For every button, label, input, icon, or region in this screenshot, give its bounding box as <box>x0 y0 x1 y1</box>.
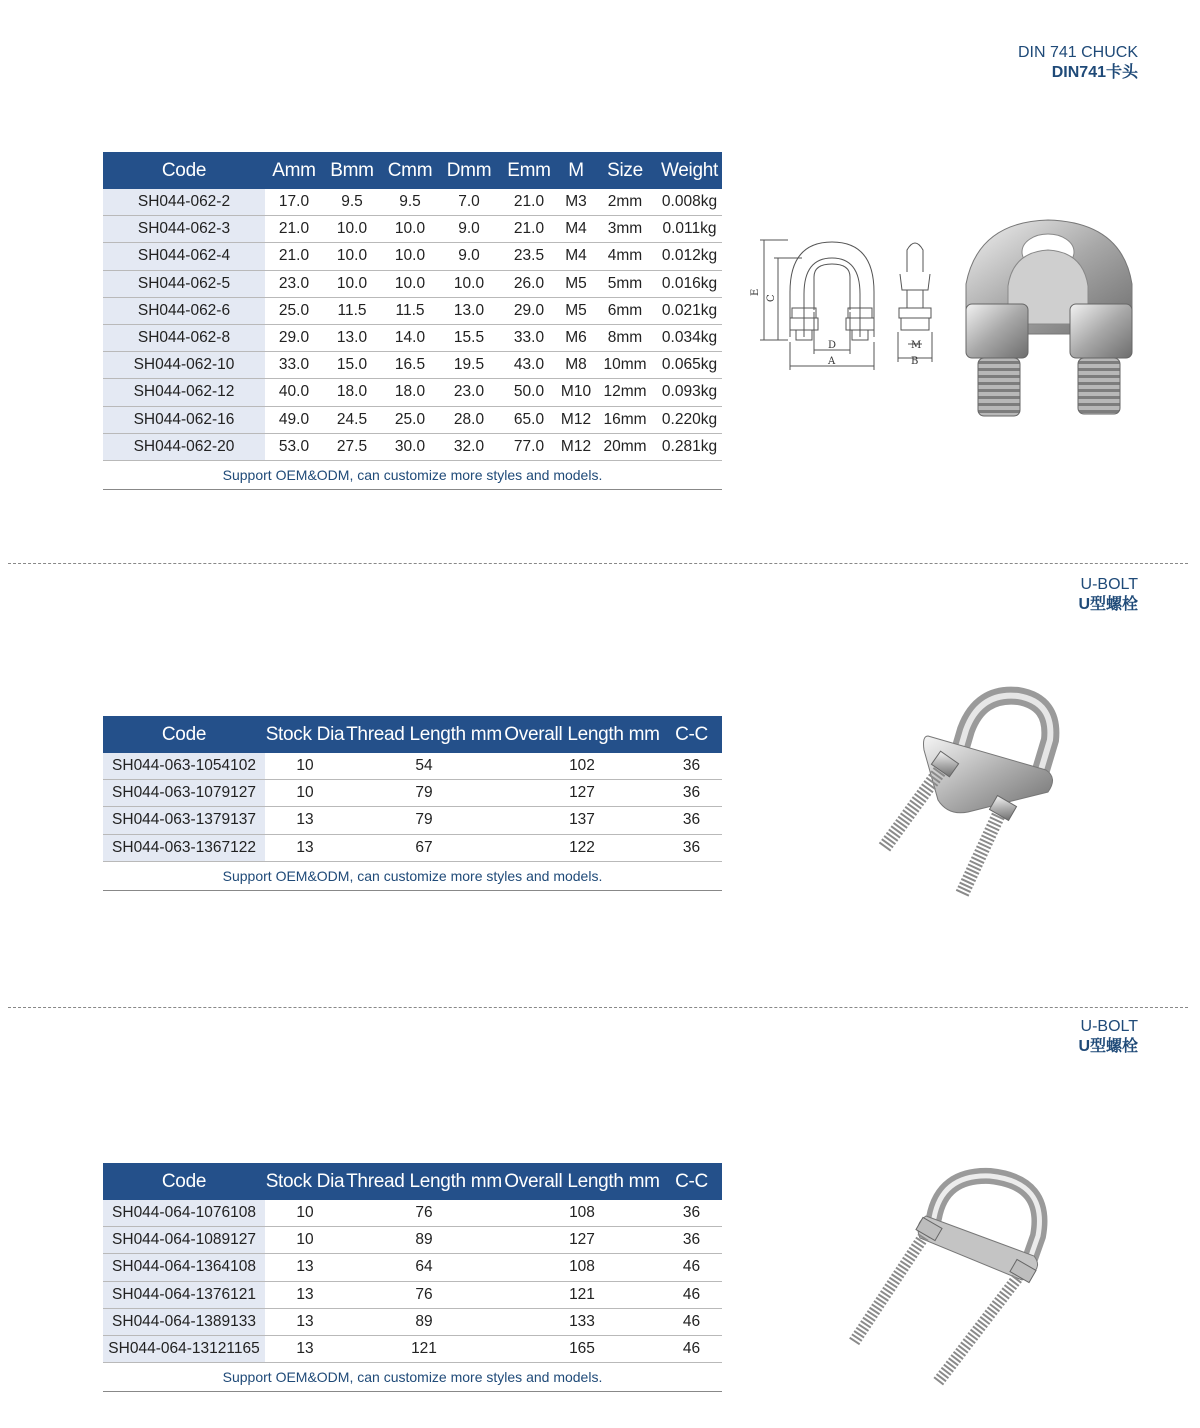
cell-code: SH044-062-2 <box>103 189 265 216</box>
table-cell: 64 <box>345 1254 503 1281</box>
table-cell: 9.5 <box>323 189 381 216</box>
table-row <box>103 834 722 861</box>
cell-code: SH044-064-1076108 <box>103 1200 265 1227</box>
table-cell: 165 <box>503 1335 661 1362</box>
table-cell: 46 <box>661 1335 722 1362</box>
table-cell: 10.0 <box>381 270 439 297</box>
table-cell: 9.5 <box>381 189 439 216</box>
table-cell: 121 <box>345 1335 503 1362</box>
header-overall-length: Overall Length mm <box>503 716 661 753</box>
table-cell: 122 <box>503 834 661 861</box>
table-row <box>103 433 722 460</box>
table-cell: 137 <box>503 807 661 834</box>
table-cell: 54 <box>345 753 503 780</box>
table-cell: 0.281kg <box>657 433 722 460</box>
table-cell: 21.0 <box>265 243 323 270</box>
table-cell: 77.0 <box>499 433 559 460</box>
table-cell: M4 <box>559 243 593 270</box>
header-c-c: C-C <box>661 716 722 753</box>
table-cell: 25.0 <box>265 297 323 324</box>
table-cell: 10mm <box>593 352 657 379</box>
table-cell: 0.093kg <box>657 379 722 406</box>
table-cell: M3 <box>559 189 593 216</box>
table-cell: 21.0 <box>265 216 323 243</box>
table-cell: 10.0 <box>323 243 381 270</box>
table-row <box>103 270 722 297</box>
table-cell: 26.0 <box>499 270 559 297</box>
table-cell: 10 <box>265 1200 345 1227</box>
cell-code: SH044-064-1364108 <box>103 1254 265 1281</box>
table-cell: M5 <box>559 270 593 297</box>
header-size: Size <box>593 152 657 189</box>
table-cell: 0.008kg <box>657 189 722 216</box>
table-cell: 13 <box>265 1308 345 1335</box>
header-weight: Weight <box>657 152 722 189</box>
table-cell: 29.0 <box>499 297 559 324</box>
table-cell: 133 <box>503 1308 661 1335</box>
cell-code: SH044-062-20 <box>103 433 265 460</box>
table-cell: 10.0 <box>323 270 381 297</box>
table-cell: 0.220kg <box>657 406 722 433</box>
cell-code: SH044-064-1376121 <box>103 1281 265 1308</box>
table-cell: 16.5 <box>381 352 439 379</box>
table-row <box>103 406 722 433</box>
table-cell: 16mm <box>593 406 657 433</box>
table-cell: 0.034kg <box>657 324 722 351</box>
cell-code: SH044-062-3 <box>103 216 265 243</box>
header-a: Amm <box>265 152 323 189</box>
section-divider <box>8 1007 1188 1008</box>
header-thread-length: Thread Length mm <box>345 1163 503 1200</box>
table-row <box>103 1200 722 1227</box>
section-3-title-en: U-BOLT <box>1080 1018 1138 1035</box>
table-row <box>103 1281 722 1308</box>
table-cell: 10.0 <box>439 270 499 297</box>
table-cell: 21.0 <box>499 189 559 216</box>
table-cell: M12 <box>559 406 593 433</box>
header-m: M <box>559 152 593 189</box>
table-cell: 33.0 <box>265 352 323 379</box>
table-row <box>103 1227 722 1254</box>
table-row <box>103 352 722 379</box>
cell-code: SH044-062-5 <box>103 270 265 297</box>
table-cell: 108 <box>503 1200 661 1227</box>
table-row <box>103 1335 722 1362</box>
table-cell: 6mm <box>593 297 657 324</box>
table-cell: 79 <box>345 807 503 834</box>
ubolt-064-spec-table <box>103 1163 722 1392</box>
table-cell: 7.0 <box>439 189 499 216</box>
table-cell: 79 <box>345 780 503 807</box>
table-row <box>103 379 722 406</box>
table-cell: 23.0 <box>265 270 323 297</box>
table-cell: 13.0 <box>439 297 499 324</box>
table-cell: 0.012kg <box>657 243 722 270</box>
table-cell: 11.5 <box>381 297 439 324</box>
header-stock-dia: Stock Dia <box>265 716 345 753</box>
table-cell: 127 <box>503 1227 661 1254</box>
cell-code: SH044-063-1079127 <box>103 780 265 807</box>
table-row <box>103 807 722 834</box>
table-cell: 17.0 <box>265 189 323 216</box>
table-cell: 15.0 <box>323 352 381 379</box>
header-b: Bmm <box>323 152 381 189</box>
table-cell: 10 <box>265 753 345 780</box>
table-cell: 24.5 <box>323 406 381 433</box>
dim-label-m: M <box>911 340 922 351</box>
table-cell: 11.5 <box>323 297 381 324</box>
section-1-heading <box>1018 43 1138 83</box>
section-2-title-en: U-BOLT <box>1080 576 1138 593</box>
dim-label-a: A <box>828 356 836 367</box>
table-row <box>103 216 722 243</box>
cell-code: SH044-064-1089127 <box>103 1227 265 1254</box>
table-cell: 20mm <box>593 433 657 460</box>
table-cell: 89 <box>345 1227 503 1254</box>
header-stock-dia: Stock Dia <box>265 1163 345 1200</box>
section-1-title-cn: DIN741卡头 <box>1051 64 1138 81</box>
dim-label-d: D <box>828 340 837 351</box>
table-cell: 13 <box>265 834 345 861</box>
table-cell: 40.0 <box>265 379 323 406</box>
section-1-title-en: DIN 741 CHUCK <box>1017 44 1138 61</box>
table-cell: 23.5 <box>499 243 559 270</box>
section-2-heading <box>1078 575 1138 615</box>
table-cell: 18.0 <box>381 379 439 406</box>
header-code: Code <box>103 152 265 189</box>
table-cell: 13 <box>265 1281 345 1308</box>
cell-code: SH044-064-13121165 <box>103 1335 265 1362</box>
table-cell: 49.0 <box>265 406 323 433</box>
table-row <box>103 243 722 270</box>
cell-code: SH044-063-1054102 <box>103 753 265 780</box>
table-row <box>103 1254 722 1281</box>
table-cell: 46 <box>661 1254 722 1281</box>
table-cell: 36 <box>661 807 722 834</box>
table-row <box>103 189 722 216</box>
ubolt-photo-2 <box>842 1166 1058 1388</box>
cell-code: SH044-062-4 <box>103 243 265 270</box>
table-footer-note: Support OEM&ODM, can customize more styles and models. <box>103 1363 722 1392</box>
table-cell: M12 <box>559 433 593 460</box>
table-cell: 89 <box>345 1308 503 1335</box>
dim-label-e: E <box>750 288 761 296</box>
table-row <box>103 297 722 324</box>
header-overall-length: Overall Length mm <box>503 1163 661 1200</box>
table-cell: 19.5 <box>439 352 499 379</box>
table-cell: 8mm <box>593 324 657 351</box>
table-cell: 15.5 <box>439 324 499 351</box>
table-cell: 0.016kg <box>657 270 722 297</box>
section-2-title-cn: U型螺栓 <box>1078 596 1138 613</box>
table-cell: 67 <box>345 834 503 861</box>
table-cell: 0.011kg <box>657 216 722 243</box>
table-cell: 10.0 <box>381 243 439 270</box>
table-cell: 29.0 <box>265 324 323 351</box>
table-cell: 13 <box>265 1335 345 1362</box>
table-cell: 9.0 <box>439 243 499 270</box>
table-cell: 18.0 <box>323 379 381 406</box>
table-cell: 102 <box>503 753 661 780</box>
table-header-row <box>103 716 722 753</box>
header-thread-length: Thread Length mm <box>345 716 503 753</box>
table-footer-note: Support OEM&ODM, can customize more styles and models. <box>103 861 722 890</box>
table-header-row <box>103 1163 722 1200</box>
table-cell: 12mm <box>593 379 657 406</box>
table-cell: 13 <box>265 807 345 834</box>
table-cell: 127 <box>503 780 661 807</box>
section-3-title-cn: U型螺栓 <box>1078 1038 1138 1055</box>
table-cell: 76 <box>345 1281 503 1308</box>
cell-code: SH044-063-1379137 <box>103 807 265 834</box>
table-header-row <box>103 152 722 189</box>
table-cell: 33.0 <box>499 324 559 351</box>
table-cell: M5 <box>559 297 593 324</box>
table-cell: 10.0 <box>381 216 439 243</box>
cell-code: SH044-062-10 <box>103 352 265 379</box>
wire-rope-clip-photo <box>958 214 1140 420</box>
table-cell: M6 <box>559 324 593 351</box>
cell-code: SH044-062-8 <box>103 324 265 351</box>
table-cell: 53.0 <box>265 433 323 460</box>
table-row <box>103 780 722 807</box>
table-cell: 25.0 <box>381 406 439 433</box>
table-cell: M8 <box>559 352 593 379</box>
table-cell: 28.0 <box>439 406 499 433</box>
table-cell: 121 <box>503 1281 661 1308</box>
table-row <box>103 753 722 780</box>
table-cell: M4 <box>559 216 593 243</box>
header-d: Dmm <box>439 152 499 189</box>
table-cell: 10.0 <box>323 216 381 243</box>
table-cell: 43.0 <box>499 352 559 379</box>
cell-code: SH044-062-6 <box>103 297 265 324</box>
table-cell: 0.021kg <box>657 297 722 324</box>
table-cell: 36 <box>661 780 722 807</box>
table-cell: 4mm <box>593 243 657 270</box>
ubolt-photo-1 <box>868 688 1068 904</box>
table-cell: 5mm <box>593 270 657 297</box>
table-row <box>103 1308 722 1335</box>
header-c-c: C-C <box>661 1163 722 1200</box>
header-c: Cmm <box>381 152 439 189</box>
table-cell: 32.0 <box>439 433 499 460</box>
table-cell: 30.0 <box>381 433 439 460</box>
table-cell: 21.0 <box>499 216 559 243</box>
table-cell: 13 <box>265 1254 345 1281</box>
din741-technical-drawing <box>752 232 942 372</box>
table-cell: 14.0 <box>381 324 439 351</box>
cell-code: SH044-062-12 <box>103 379 265 406</box>
table-cell: 50.0 <box>499 379 559 406</box>
table-cell: 23.0 <box>439 379 499 406</box>
table-cell: 27.5 <box>323 433 381 460</box>
table-cell: 9.0 <box>439 216 499 243</box>
table-cell: 65.0 <box>499 406 559 433</box>
cell-code: SH044-062-16 <box>103 406 265 433</box>
table-cell: 76 <box>345 1200 503 1227</box>
table-footer-note: Support OEM&ODM, can customize more styles and models. <box>103 460 722 489</box>
table-row <box>103 324 722 351</box>
dim-label-c: C <box>766 294 777 302</box>
table-cell: 36 <box>661 1227 722 1254</box>
table-cell: 13.0 <box>323 324 381 351</box>
table-cell: 2mm <box>593 189 657 216</box>
header-code: Code <box>103 1163 265 1200</box>
table-cell: 10 <box>265 1227 345 1254</box>
table-cell: 36 <box>661 834 722 861</box>
table-cell: M10 <box>559 379 593 406</box>
cell-code: SH044-063-1367122 <box>103 834 265 861</box>
table-cell: 46 <box>661 1308 722 1335</box>
table-cell: 0.065kg <box>657 352 722 379</box>
table-cell: 108 <box>503 1254 661 1281</box>
cell-code: SH044-064-1389133 <box>103 1308 265 1335</box>
din741-spec-table <box>103 152 722 490</box>
table-cell: 3mm <box>593 216 657 243</box>
section-divider <box>8 563 1188 564</box>
table-cell: 36 <box>661 1200 722 1227</box>
section-3-heading <box>1078 1017 1138 1057</box>
ubolt-063-spec-table <box>103 716 722 891</box>
header-e: Emm <box>499 152 559 189</box>
header-code: Code <box>103 716 265 753</box>
table-cell: 10 <box>265 780 345 807</box>
table-cell: 46 <box>661 1281 722 1308</box>
table-cell: 36 <box>661 753 722 780</box>
dim-label-b: B <box>911 356 919 367</box>
